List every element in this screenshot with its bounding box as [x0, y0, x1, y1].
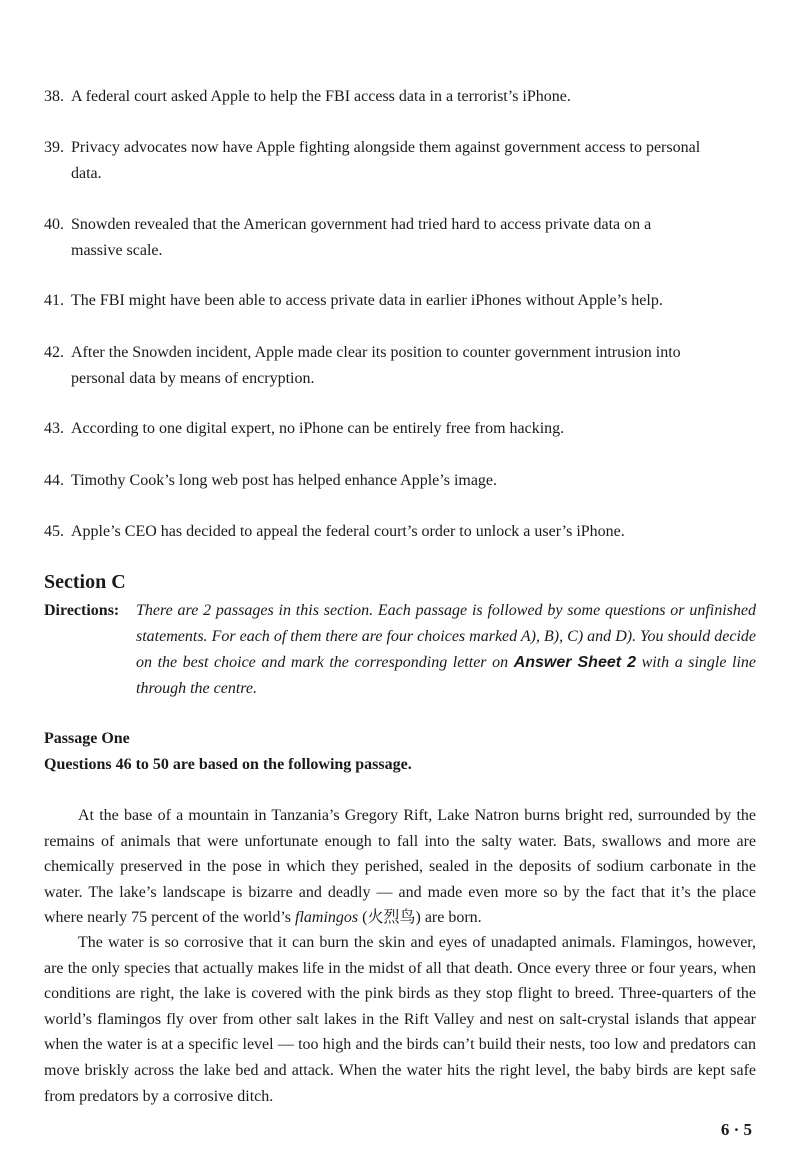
statement-42: [44, 340, 756, 392]
paragraph-text: The water is so corrosive that it can burn the skin and eyes of unadapted animals. Flamingos, however, are the only species that actually makes life in the midst of all that death. Once every three or four years, when conditions are right, the lake is covered with the pink birds as they stop flight to breed. Three-quarters of the world’s flamingos fly over from other salt lakes in the Rift Valley and nest on salt-crystal islands that appear when the water is at a specific level — too high and the birds can’t build their nests, too low and predators can move briskly across the lake bed and attack. When the water hits the right level, the baby birds are kept safe from predators by a corrosive ditch.: [44, 934, 756, 1105]
statement-40: [44, 212, 756, 264]
statement-38: [44, 84, 756, 110]
passage-paragraph-1: [44, 803, 756, 931]
passage-title: Passage One: [44, 730, 130, 747]
statement-number: 44.: [44, 472, 64, 489]
italic-term: flamingos: [295, 909, 359, 927]
statement-number: 43.: [44, 420, 64, 437]
statement-continuation: personal data by means of encryption.: [71, 370, 315, 387]
statement-45: [44, 519, 756, 545]
statement-number: 38.: [44, 88, 64, 105]
directions: [44, 598, 756, 702]
directions-label: Directions:: [44, 602, 120, 619]
answer-sheet-label: Answer Sheet 2: [513, 654, 636, 671]
statement-continuation: massive scale.: [71, 242, 163, 259]
statement-text: Privacy advocates now have Apple fighting alongside them against government access to personal: [71, 139, 701, 156]
statement-text: Snowden revealed that the American government had tried hard to access private data on a: [71, 216, 652, 233]
statement-41: [44, 288, 756, 314]
chinese-gloss: (火烈鸟): [362, 909, 421, 927]
directions-body: [136, 598, 756, 702]
directions-text: There are 2 passages in this section. Each passage is followed by some questions or unfinished statements. For each of them there are four choices marked A), B), C) and D). You should decide on the best choice and mark the corresponding letter on: [136, 602, 756, 671]
statement-text: The FBI might have been able to access private data in earlier iPhones without Apple’s help.: [71, 292, 663, 309]
statement-number: 40.: [44, 216, 64, 233]
statement-number: 41.: [44, 292, 64, 309]
paragraph-end: are born.: [424, 909, 482, 927]
statement-number: 39.: [44, 139, 64, 156]
section-title: Section C: [44, 571, 126, 593]
passage-paragraph-2: [44, 930, 756, 1109]
directions-end: with a single line through the centre.: [136, 654, 757, 697]
statement-text: Timothy Cook’s long web post has helped enhance Apple’s image.: [71, 472, 498, 489]
statement-text: According to one digital expert, no iPhone can be entirely free from hacking.: [71, 420, 565, 437]
statement-number: 45.: [44, 523, 64, 540]
statement-text: After the Snowden incident, Apple made clear its position to counter government intrusion into: [71, 344, 681, 361]
statement-43: [44, 416, 756, 442]
statement-44: [44, 468, 756, 494]
page-number: 6 · 5: [720, 1120, 752, 1139]
statement-39: [44, 135, 756, 187]
statement-continuation: data.: [71, 165, 102, 182]
paragraph-text: At the base of a mountain in Tanzania’s Gregory Rift, Lake Natron burns bright red, surrounded by the remains of animals that were unfortunate enough to fall into the salty water. Bats, swallows and more are chemically preserved in the pose in which they perished, sealed in the deposits of sodium carbonate in the water. The lake’s landscape is bizarre and deadly — and made even more so by the fact that it’s the place where nearly 75 percent of the world’s: [44, 807, 756, 927]
questions-heading: Questions 46 to 50 are based on the following passage.: [44, 756, 412, 773]
statement-number: 42.: [44, 344, 64, 361]
statement-text: Apple’s CEO has decided to appeal the federal court’s order to unlock a user’s iPhone.: [71, 523, 625, 540]
statement-text: A federal court asked Apple to help the FBI access data in a terrorist’s iPhone.: [71, 88, 571, 105]
